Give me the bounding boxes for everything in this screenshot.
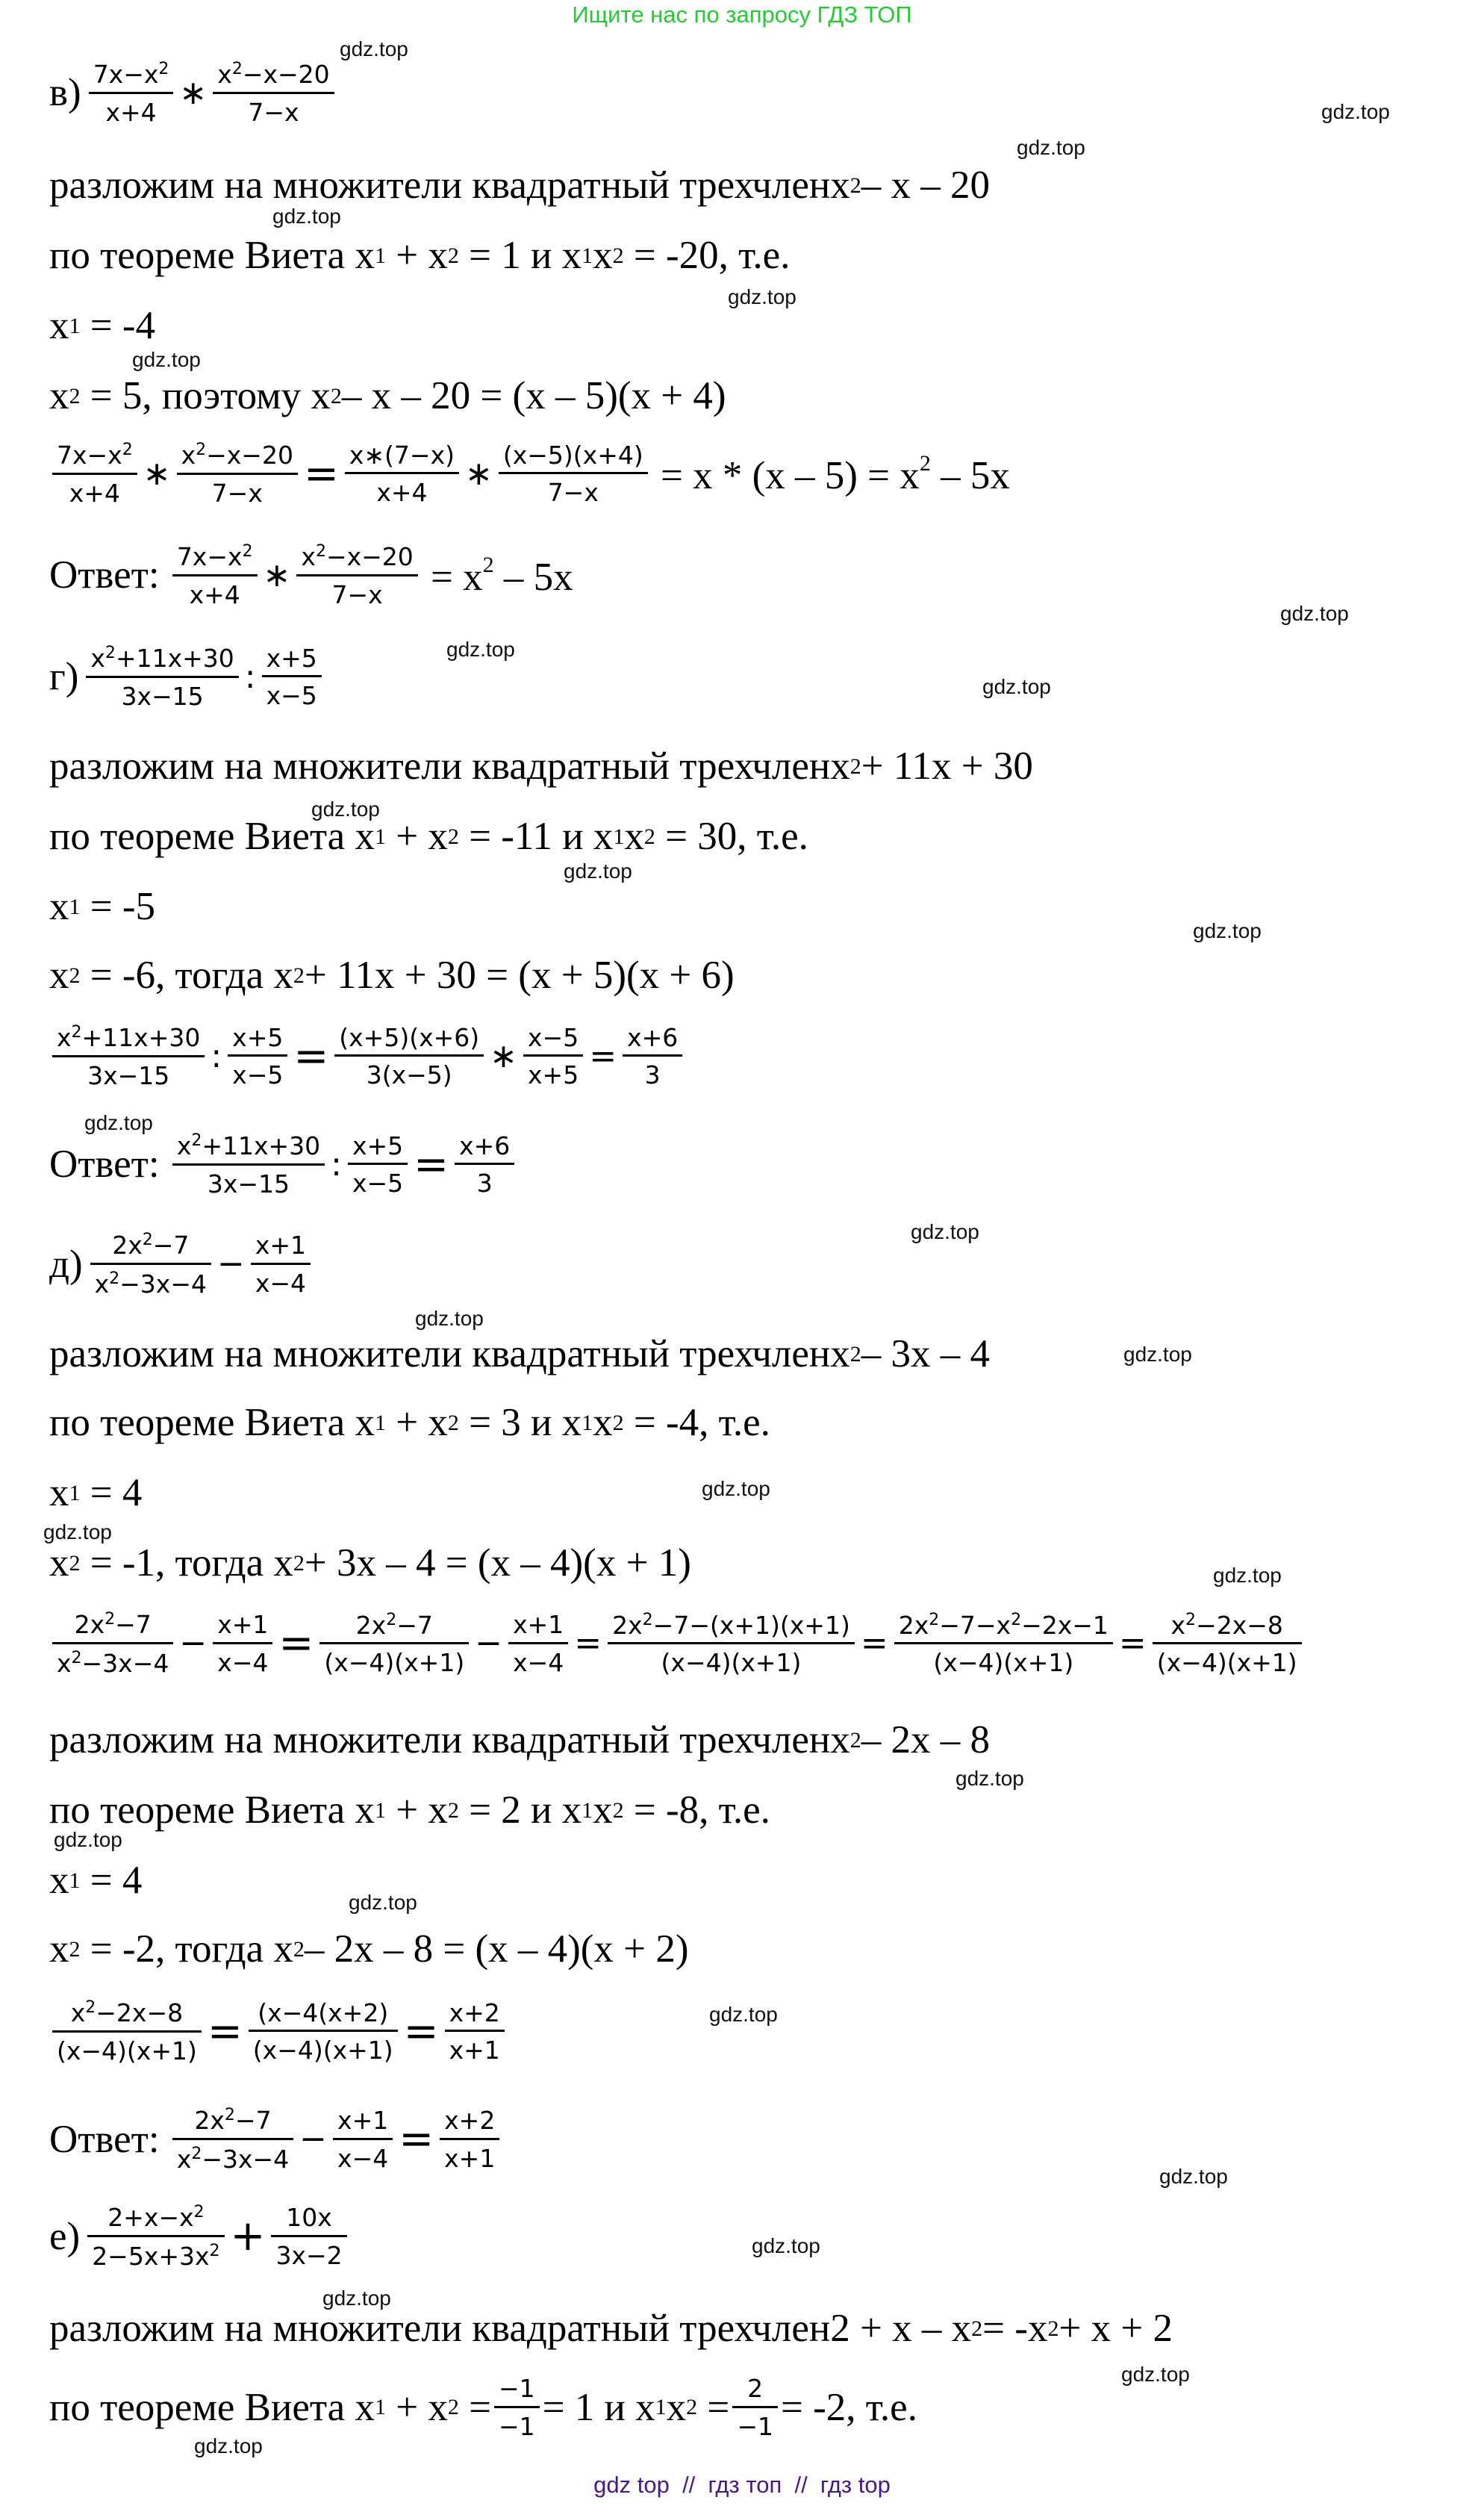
solution-chain: $\frac{7x-x^2}{x+4}$ ∗ $\frac{x^2-x-20}{7-x}$ = $\frac{x∗(7-x)}{x+4}$ ∗ $\frac{(x-5)(x+4)}{7-x}$ = $x * (x - 5) = x^2 - 5x$ [49,441,1010,508]
root-x1: x 1 = 4 [49,1471,143,1514]
watermark: gdz.top [311,798,380,821]
vieta-line: по теореме Виета x 1 + x 2 = -11 и x 1 x 2 = 30 , т.е. [49,815,808,858]
factor-line: разложим на множители квадратный трехчлен x 2 – 2x – 8 [49,1718,991,1762]
watermark: gdz.top [1280,602,1349,625]
factor-line: разложим на множители квадратный трехчлен x 2 – x – 20 [49,164,991,207]
watermark: gdz.top [1121,2363,1190,2386]
watermark: gdz.top [1017,136,1085,159]
factor-line: разложим на множители квадратный трехчлен x 2 – 3x – 4 [49,1332,991,1375]
root-x1: x 1 = -5 [49,885,156,928]
watermark: gdz.top [709,2003,778,2026]
vieta-line: по теореме Виета x 1 + x 2 = $\frac{-1}{-1}$ = 1 и x 1 x 2 = $\frac{2}{-1}$ = -2, т.е. [49,2374,917,2441]
watermark: gdz.top [194,2434,263,2457]
root-x2: x 2 = -6, тогда x 2 + 11x + 30 = (x + 5)(x + 6) [49,954,735,997]
banner-text: Ищите нас по запросу ГДЗ ТОП [572,1,912,28]
watermark: gdz.top [564,859,632,883]
answer-line: Ответ: $\frac{x^2+11x+30}{3x-15}$ : $\frac{x+5}{x-5}$ = $\frac{x+6}{3}$ [49,1131,517,1199]
task-label: в) [49,71,81,115]
watermark: gdz.top [955,1767,1024,1790]
answer-line: Ответ: $\frac{7x-x^2}{x+4}$ ∗ $\frac{x^2-x-20}{7-x}$ = $x^2 - 5x$ [49,542,573,609]
factor-line: разложим на множители квадратный трехчлен x 2 + 11x + 30 [49,744,1033,788]
solution-chain: $\frac{x^2+11x+30}{3x-15}$ : $\frac{x+5}{x-5}$ = $\frac{(x+5)(x+6)}{3(x-5)}$ ∗ $\frac{x-5}{x+5}$ = $\frac{x+6}{3}$ [49,1023,685,1090]
watermark: gdz.top [43,1520,112,1543]
watermark: gdz.top [702,1477,770,1500]
task-v: в) $\frac{7x-x^2}{x+4}$ ∗ $\frac{x^2-x-20}{7-x}$ [49,60,337,127]
root-x2: x 2 = 5, поэтому x 2 – x – 20 = (x – 5)(x + 4) [49,374,726,417]
watermark: gdz.top [911,1220,979,1243]
vieta-line: по теореме Виета x 1 + x 2 = 3 и x 1 x 2 = -4 , т.е. [49,1401,770,1444]
watermark: gdz.top [1123,1343,1192,1366]
watermark: gdz.top [272,205,341,228]
watermark: gdz.top [752,2234,820,2257]
search-banner[interactable] [0,0,1484,30]
vieta-line: по теореме Виета x 1 + x 2 = 1 и x 1 x 2 = -20 , т.е. [49,234,791,277]
solution-chain: $\frac{2x^2-7}{x^2-3x-4}$ − $\frac{x+1}{x-4}$ = $\frac{2x^2-7}{(x-4)(x+1)}$ − $\frac{x+1}{x-4}$ = $\frac{2x^2-7-(x+1)(x+1)}{(x-4)(x+1)}$ = $\frac{2x^2-7-x^2-2x-1}{(x-4)(x+1)}$ = $\frac{x^2-2x-8}{(x-4)(x+1)}$ [49,1610,1305,1678]
task-e: е) $\frac{2+x-x^2}{2-5x+3x^2}$ + $\frac{10x}{3x-2}$ [49,2203,350,2271]
solution-chain: $\frac{x^2-2x-8}{(x-4)(x+1)}$ = $\frac{(x-4(x+2)}{(x-4)(x+1)}$ = $\frac{x+2}{x+1}$ [49,1998,508,2065]
watermark: gdz.top [322,2286,391,2310]
watermark: gdz.top [132,348,201,371]
root-x2: x 2 = -2, тогда x 2 – 2x – 8 = (x – 4)(x + 2) [49,1927,689,1971]
watermark: gdz.top [84,1111,153,1134]
watermark: gdz.top [349,1891,417,1914]
answer-line: Ответ: $\frac{2x^2-7}{x^2-3x-4}$ − $\frac{x+1}{x-4}$ = $\frac{x+2}{x+1}$ [49,2106,502,2174]
watermark: gdz.top [982,675,1051,698]
watermark: gdz.top [728,285,796,308]
watermark: gdz.top [54,1828,122,1851]
watermark: gdz.top [415,1307,484,1330]
watermark: gdz.top [446,638,515,661]
footer-text: gdz top // гдз топ // гдз top [593,2472,891,2498]
root-x1: x 1 = -4 [49,304,156,347]
root-x2: x 2 = -1, тогда x 2 + 3x – 4 = (x – 4)(x + 1) [49,1541,691,1585]
fraction: $\frac{7x-x^2}{x+4}$ [89,60,174,127]
vieta-line: по теореме Виета x 1 + x 2 = 2 и x 1 x 2 = -8 , т.е. [49,1788,770,1832]
factor-line: разложим на множители квадратный трехчлен 2 + x – x 2 = -x 2 + x + 2 [49,2307,1173,2350]
watermark: gdz.top [1213,1564,1282,1587]
footer-links[interactable] [0,2469,1484,2502]
watermark: gdz.top [1193,919,1262,942]
watermark: gdz.top [1159,2165,1228,2188]
watermark: gdz.top [1321,100,1390,123]
fraction: $\frac{x^2-x-20}{7-x}$ [213,60,334,127]
task-g: г) $\frac{x^2+11x+30}{3x-15}$ : $\frac{x+5}{x-5}$ [49,644,325,711]
task-d: д) $\frac{2x^2-7}{x^2-3x-4}$ − $\frac{x+1}{x-4}$ [49,1231,314,1299]
watermark: gdz.top [340,37,408,60]
root-x1: x 1 = 4 [49,1859,143,1902]
